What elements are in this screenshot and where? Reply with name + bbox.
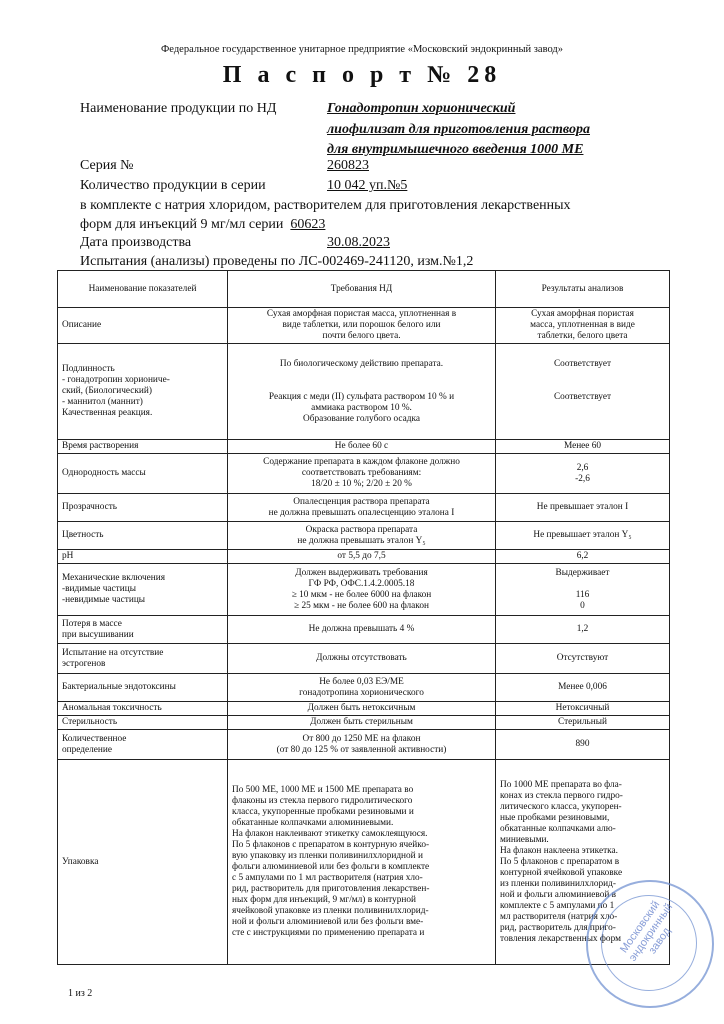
cell-line: не должна превышать опалесценцию эталона I (268, 507, 455, 518)
cell-line: ≥ 25 мкм - не более 600 на флакон (294, 600, 429, 611)
cell-line: Сухая аморфная пористая (531, 309, 634, 319)
cell-line: ных форм для инъекций, 9 мг/мл) в контурной (232, 895, 416, 905)
column-header-name: Наименование показателей (58, 271, 228, 308)
cell-line: почти белого цвета. (322, 331, 401, 341)
kit-line-2-prefix: форм для инъекций 9 мг/мл серии (80, 217, 284, 232)
result-cell (496, 440, 670, 454)
cell-line: Соответствует (553, 358, 612, 369)
cell-line: Потеря в массе (62, 618, 122, 629)
quantity-label: Количество продукции в серии (80, 178, 266, 193)
cell-line: не должна превышать эталон Y₅ (297, 535, 426, 546)
cell-line: Не более 60 с (334, 441, 389, 451)
cell-line: Бактериальные эндотоксины (62, 682, 176, 692)
cell-line: ский, (Биологический) (62, 386, 152, 396)
cell-line: 18/20 ± 10 %; 2/20 ± 20 % (311, 479, 412, 489)
cell-line: По 1000 МЕ препарата во фла- (500, 779, 622, 790)
cell-line: Должен быть стерильным (310, 717, 413, 727)
requirement-cell (228, 522, 496, 550)
table-row (58, 308, 670, 344)
cell-line: конах из стекла первого гидро- (500, 790, 623, 801)
cell-line (500, 381, 665, 392)
cell-line: аммиака раствором 10 %. (311, 402, 412, 413)
result-cell (496, 550, 670, 564)
indicator-cell (58, 644, 228, 674)
table-row (58, 494, 670, 522)
cell-line: с 5 ампулами по 1 мл растворителя (натрия хло- (232, 873, 423, 883)
requirement-cell (228, 644, 496, 674)
cell-line: -невидимые частицы (62, 595, 146, 605)
cell-line: таблетки, белого цвета (537, 331, 628, 341)
cell-line: pH (62, 551, 74, 561)
cell-line: флаконы из стекла первого гидролитического (232, 796, 413, 806)
stamp-text: Московский эндокринный завод (617, 898, 676, 964)
cell-line: Опалесценция раствора препарата (293, 496, 430, 507)
table-row (58, 550, 670, 564)
cell-line: товления лекарственных форм (500, 933, 621, 944)
requirement-cell (228, 616, 496, 644)
requirement-cell (228, 702, 496, 716)
requirement-cell (228, 440, 496, 454)
table-row (58, 674, 670, 702)
indicator-cell (58, 550, 228, 564)
cell-line: Не должна превышать 4 % (308, 624, 415, 634)
production-date-value: 30.08.2023 (327, 235, 390, 250)
indicator-cell (58, 344, 228, 440)
cell-line: -видимые частицы (62, 584, 136, 594)
requirement-cell (228, 454, 496, 494)
cell-line: 2,6 (576, 462, 589, 473)
cell-line: По 5 флаконов с препаратом в контурную ячейко- (232, 840, 430, 850)
indicator-cell (58, 564, 228, 616)
cell-line: Должен быть нетоксичным (307, 703, 416, 713)
cell-line: виде таблетки, или порошок белого или (282, 320, 441, 330)
product-name-line-2: лиофилизат для приготовления раствора (327, 122, 590, 137)
product-name-label: Наименование продукции по НД (80, 101, 277, 116)
result-cell (496, 702, 670, 716)
cell-line: контурной ячейковой упаковке (500, 867, 623, 878)
result-cell (496, 564, 670, 616)
cell-line: вую упаковку из пленки поливинилхлоридной и (232, 851, 423, 861)
cell-line (500, 579, 665, 590)
cell-line: Менее 60 (563, 441, 602, 451)
requirement-cell (228, 716, 496, 730)
result-cell (496, 522, 670, 550)
table-row (58, 702, 670, 716)
indicator-cell (58, 616, 228, 644)
packaging-requirement-cell (228, 760, 496, 965)
cell-line (500, 370, 665, 381)
result-cell (496, 616, 670, 644)
requirement-cell (228, 730, 496, 760)
cell-line: Выдерживает (555, 567, 610, 578)
cell-line: соответствовать требованиям: (301, 468, 422, 478)
result-cell (496, 454, 670, 494)
cell-line: Испытание на отсутствие (62, 647, 164, 658)
cell-line: Описание (62, 320, 102, 330)
cell-line: ной и фольги алюминиевой в (500, 889, 617, 900)
table-row (58, 644, 670, 674)
cell-line: Количественное (62, 733, 127, 744)
table-body (58, 308, 670, 965)
cell-line: На флакон наклеивают этикетку самоклеящуюся. (232, 829, 428, 839)
cell-line: 116 (575, 589, 590, 600)
indicator-cell (58, 522, 228, 550)
table-row (58, 616, 670, 644)
table-row (58, 730, 670, 760)
cell-line: комплекте с 5 ампулами по 1 (500, 900, 615, 911)
indicator-cell (58, 308, 228, 344)
indicator-cell (58, 494, 228, 522)
cell-line: Не более 0,03 ЕЭ/МЕ (319, 676, 404, 687)
series-label: Серия № (80, 158, 134, 173)
cell-line: масса, уплотненная в виде (530, 320, 635, 330)
kit-line-1: в комплекте с натрия хлоридом, растворителем для приготовления лекарственных (80, 198, 571, 213)
kit-line-2 (80, 217, 325, 233)
cell-line: литического класса, укупорен- (500, 801, 622, 812)
analysis-table (57, 270, 670, 965)
cell-line: - гонадотропин хориониче- (62, 375, 170, 385)
cell-line: от 5,5 до 7,5 (337, 551, 386, 561)
product-name-line-3: для внутримышечного введения 1000 МЕ (327, 142, 584, 157)
requirement-cell (228, 494, 496, 522)
cell-line: ной и фольги алюминиевой или без фольги вме- (232, 917, 424, 927)
cell-line: По 5 флаконов с препаратом в (500, 856, 620, 867)
result-cell (496, 644, 670, 674)
indicator-cell (58, 454, 228, 494)
cell-line: Должны отсутствовать (316, 653, 407, 663)
page-number: 1 из 2 (68, 988, 93, 999)
column-header-requirements: Требования НД (228, 271, 496, 308)
round-stamp (586, 880, 714, 1008)
cell-line: Механические включения (62, 573, 166, 583)
tests-line: Испытания (анализы) проведены по ЛС-002469-241120, изм.№1,2 (80, 254, 474, 269)
cell-line: эстрогенов (62, 658, 106, 669)
product-name-line-1: Гонадотропин хорионический (327, 101, 516, 116)
production-date-label: Дата производства (80, 235, 192, 250)
packaging-name-cell: Упаковка (58, 760, 228, 965)
cell-line (232, 370, 491, 381)
requirement-cell (228, 308, 496, 344)
table-row (58, 716, 670, 730)
column-header-results: Результаты анализов (496, 271, 670, 308)
cell-line: гонадотропина хорионического (299, 687, 424, 698)
cell-line (232, 381, 491, 392)
quantity-value: 10 042 уп.№5 (327, 178, 408, 193)
cell-line: Прозрачность (62, 502, 118, 512)
indicator-cell (58, 716, 228, 730)
table-header-row (58, 271, 670, 308)
cell-line: Однородность массы (62, 468, 146, 478)
requirement-cell (228, 674, 496, 702)
kit-series-value: 60623 (290, 217, 326, 232)
cell-line: ные пробками резиновыми, (500, 812, 610, 823)
cell-line: Окраска раствора препарата (305, 524, 418, 535)
cell-line: Аномальная токсичность (62, 703, 162, 713)
cell-line: Стерильный (558, 717, 607, 727)
cell-line: Соответствует (553, 391, 612, 402)
table-row (58, 344, 670, 440)
cell-line: На флакон наклеена этикетка. (500, 845, 618, 856)
requirement-cell (228, 564, 496, 616)
indicator-cell (58, 674, 228, 702)
cell-line: Отсутствуют (556, 653, 609, 663)
cell-line: По 500 МЕ, 1000 МЕ и 1500 МЕ препарата во (232, 785, 414, 795)
cell-line: фольги алюминиевой или без фольги в комплекте (232, 862, 430, 872)
cell-line: 0 (580, 600, 585, 611)
cell-line: ГФ РФ, ОФС.1.4.2.0005.18 (308, 578, 415, 589)
cell-line: Сухая аморфная пористая масса, уплотненная в (266, 309, 457, 319)
cell-line: - маннитол (маннит) (62, 397, 143, 407)
cell-line: 1,2 (576, 624, 589, 634)
cell-line: Реакция с меди (II) сульфата раствором 10 % и (268, 391, 455, 402)
table-row-packaging (58, 760, 670, 965)
cell-line: рид, растворитель для приго- (500, 922, 616, 933)
cell-line: рид, растворитель для приготовления лекарствен- (232, 884, 430, 894)
cell-line: миниевыми. (500, 834, 549, 845)
passport-title: П а с п о р т № 28 (222, 62, 502, 88)
cell-line: 890 (575, 739, 590, 749)
cell-line (500, 414, 665, 425)
table-row (58, 454, 670, 494)
cell-line: Содержание препарата в каждом флаконе должно (263, 457, 460, 467)
cell-line: Нетоксичный (555, 703, 610, 713)
cell-line: ячейковой упаковке из пленки поливинилхлорид- (232, 906, 429, 916)
result-cell (496, 674, 670, 702)
cell-line: Время растворения (62, 441, 139, 451)
indicator-cell (58, 702, 228, 716)
cell-line: Не превышает эталон I (536, 502, 629, 512)
requirement-cell (228, 344, 496, 440)
indicator-cell (58, 730, 228, 760)
cell-line: класса, укупоренные пробками резиновыми и (232, 807, 414, 817)
result-cell (496, 344, 670, 440)
cell-line: определение (62, 744, 112, 755)
cell-line: Должен выдерживать требования (295, 567, 428, 578)
cell-line: Менее 0,006 (558, 682, 607, 692)
result-cell (496, 308, 670, 344)
cell-line: От 800 до 1250 МЕ на флакон (302, 733, 421, 744)
result-cell (496, 494, 670, 522)
cell-line: мл растворителя (натрия хло- (500, 911, 618, 922)
table-row (58, 440, 670, 454)
result-cell (496, 730, 670, 760)
indicator-cell (58, 440, 228, 454)
cell-line: Подлинность (62, 364, 115, 374)
cell-line: из пленки поливинилхлорид- (500, 878, 616, 889)
cell-line: обкатанные колпачками алю- (500, 823, 616, 834)
cell-line: Образование голубого осадка (303, 413, 420, 424)
organization-line: Федеральное государственное унитарное предприятие «Московский эндокринный завод» (161, 44, 563, 55)
table-row (58, 522, 670, 550)
cell-line: По биологическому действию препарата. (279, 358, 444, 369)
cell-line: (от 80 до 125 % от заявленной активности) (276, 744, 447, 755)
cell-line: Стерильность (62, 717, 118, 727)
table-row (58, 564, 670, 616)
cell-line: при высушивании (62, 629, 134, 640)
result-cell (496, 716, 670, 730)
cell-line: сте с инструкциями по применению препарата и (232, 928, 425, 938)
cell-line: Качественная реакция. (62, 408, 153, 418)
cell-line: -2,6 (575, 473, 590, 484)
cell-line: обкатанные колпачками алюминиевыми. (232, 818, 394, 828)
cell-line: ≥ 10 мкм - не более 6000 на флакон (291, 589, 432, 600)
cell-line (500, 403, 665, 414)
series-value: 260823 (327, 158, 369, 173)
cell-line: Не превышает эталон Y₅ (533, 530, 632, 540)
cell-line: Цветность (62, 530, 104, 540)
requirement-cell (228, 550, 496, 564)
cell-line: 6,2 (576, 551, 589, 561)
